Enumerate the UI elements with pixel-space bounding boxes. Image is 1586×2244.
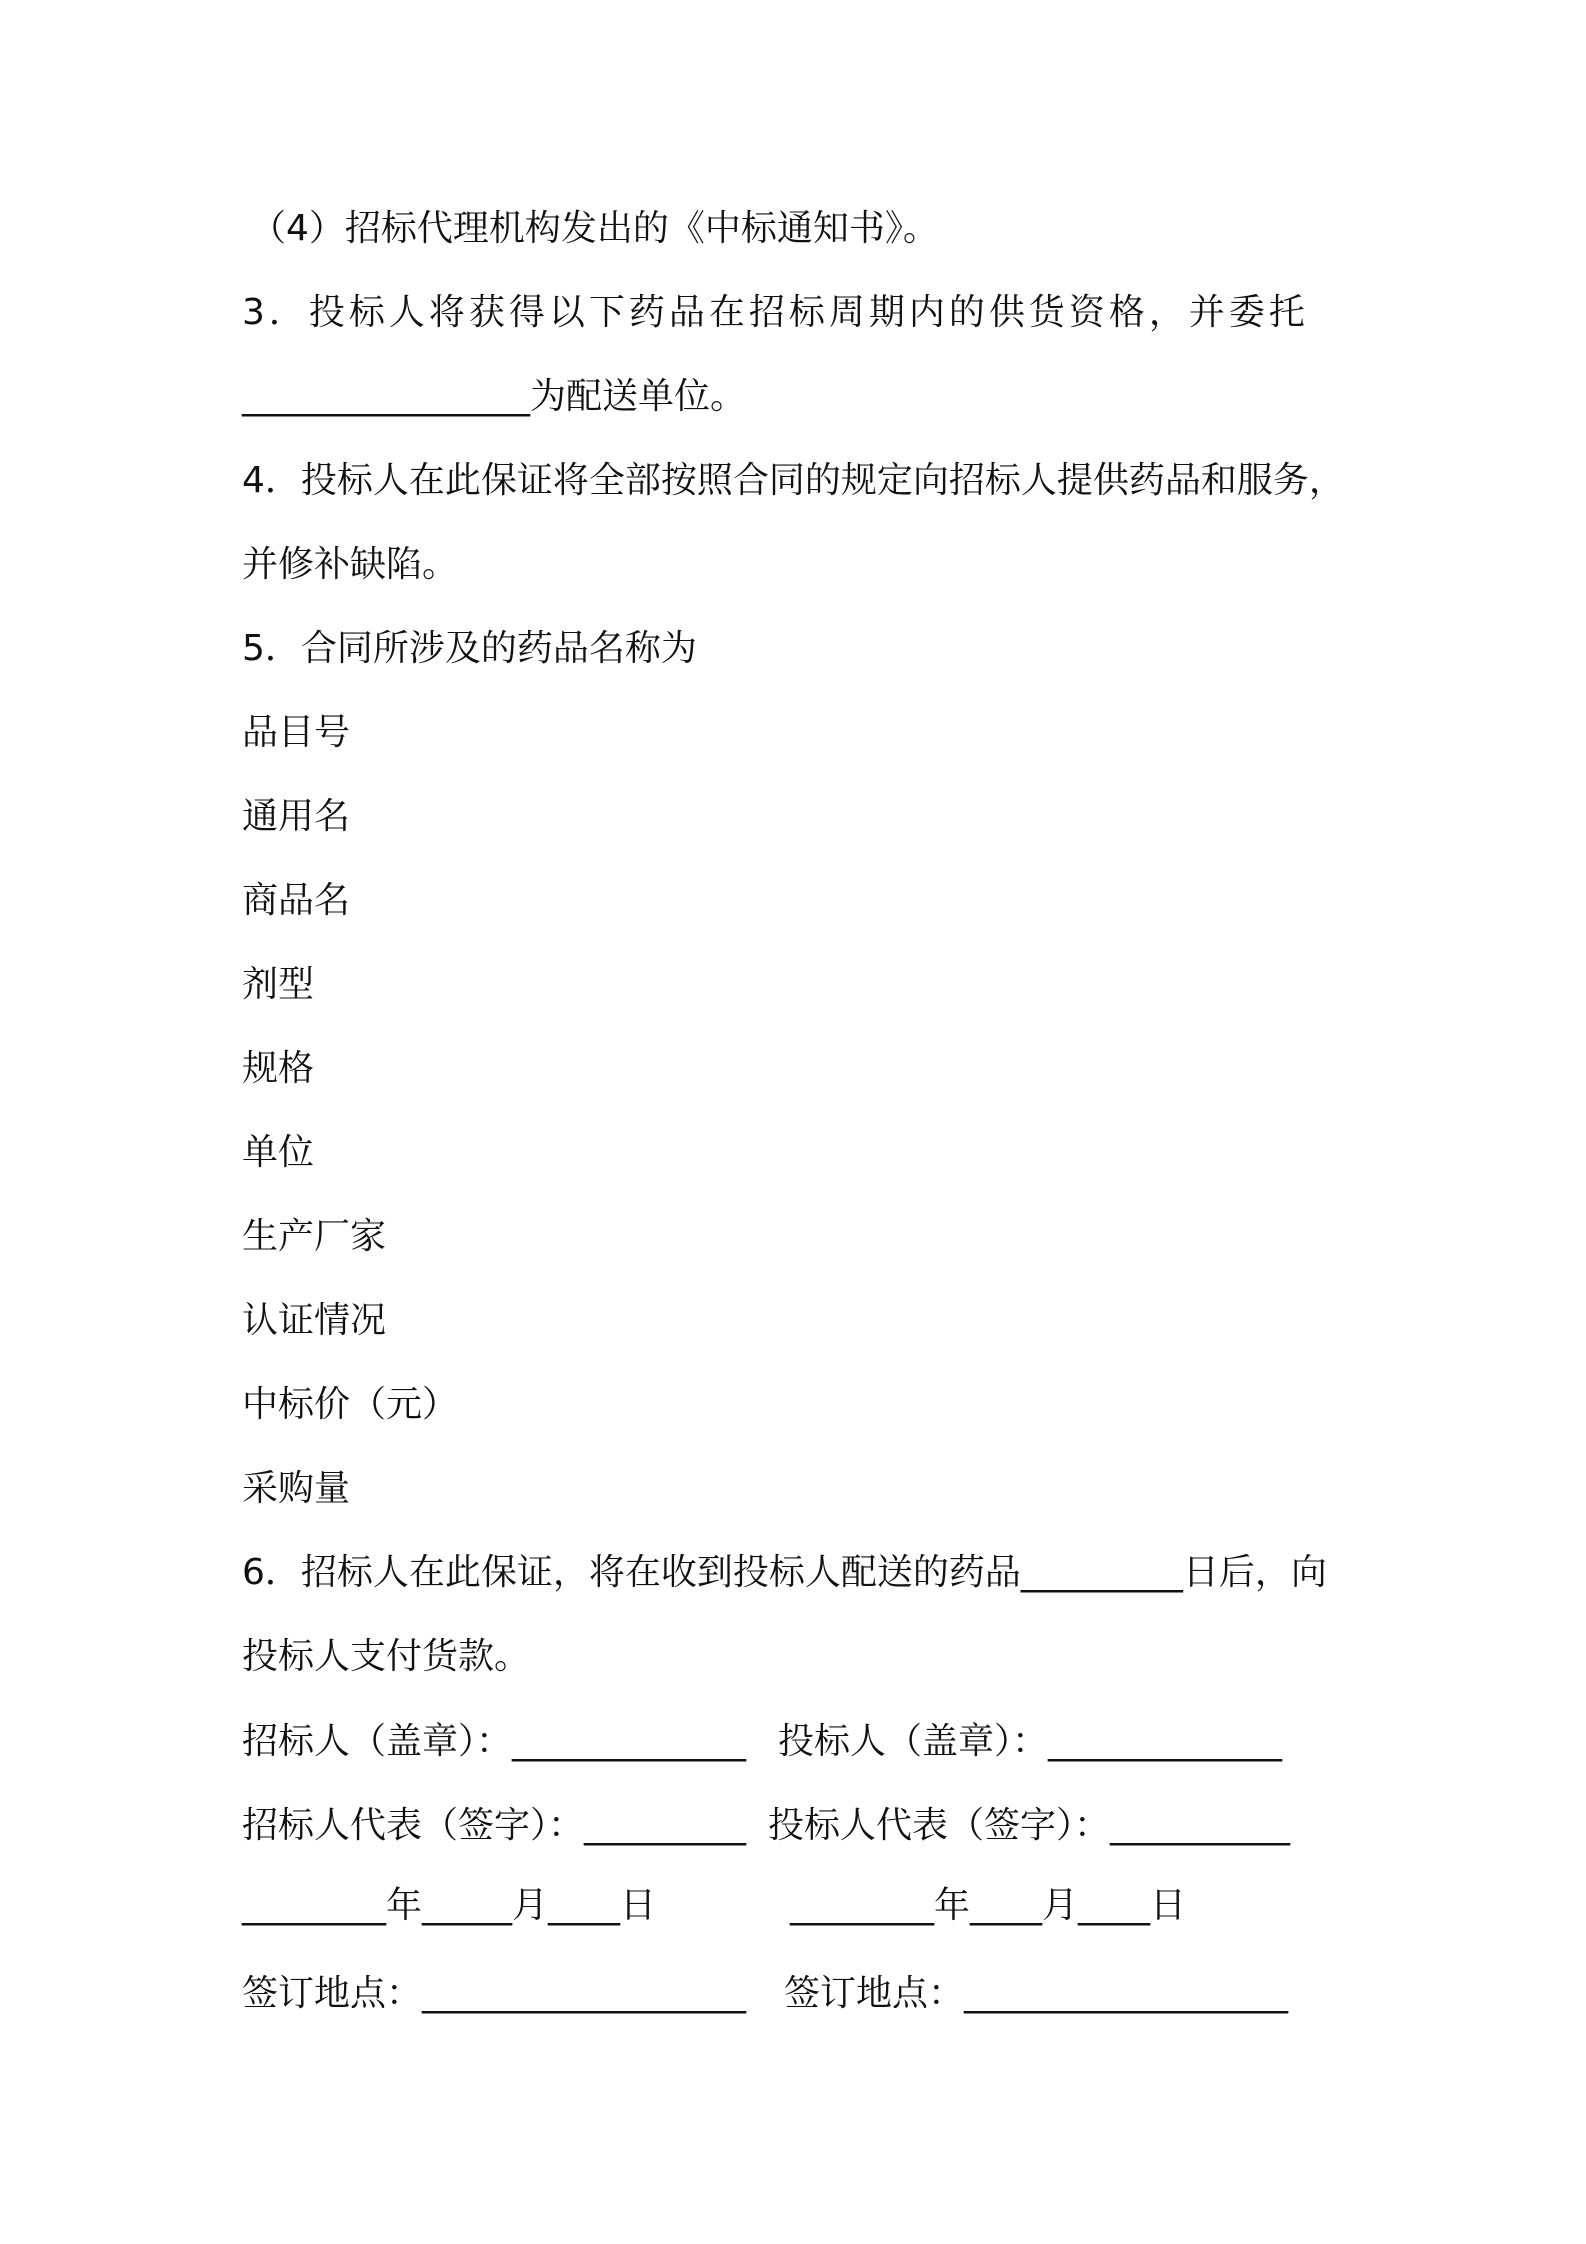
clause-6-line-2: 投标人支付货款。 (242, 1636, 531, 1677)
clause-3-line-2: ________________为配送单位。 (242, 376, 747, 417)
drug-field-item-no: 品目号 (242, 712, 351, 753)
drug-field-trade-name: 商品名 (242, 880, 351, 921)
drug-field-generic-name: 通用名 (242, 796, 351, 837)
drug-field-unit: 单位 (242, 1132, 315, 1173)
tenderer-seal-field: 招标人（盖章）：_____________ (242, 1721, 747, 1762)
signing-place-right-field: 签订地点：__________________ (784, 1973, 1289, 2014)
clause-3-line-1: 3．投标人将获得以下药品在招标周期内的供货资格，并委托 (242, 292, 1309, 333)
signing-place-left-field: 签订地点：__________________ (242, 1973, 747, 2014)
date-left-field: ________年_____月____日 (242, 1885, 656, 1926)
drug-field-certification: 认证情况 (242, 1300, 387, 1341)
bidder-rep-field: 投标人代表（签字）：__________ (768, 1805, 1291, 1846)
clause-5-intro: 5．合同所涉及的药品名称为 (242, 628, 697, 669)
date-right-field: ________年____月____日 (790, 1885, 1186, 1926)
clause-6-line-1: 6．招标人在此保证，将在收到投标人配送的药品_________日后，向 (242, 1552, 1327, 1593)
drug-field-manufacturer: 生产厂家 (242, 1216, 387, 1257)
drug-field-bid-price: 中标价（元） (242, 1384, 459, 1425)
bidder-seal-field: 投标人（盖章）：_____________ (778, 1721, 1283, 1762)
clause-4-line-1: 4．投标人在此保证将全部按照合同的规定向招标人提供药品和服务， (242, 460, 1345, 501)
item-4-sub-clause: （4）招标代理机构发出的《中标通知书》。 (250, 208, 939, 249)
clause-4-line-2: 并修补缺陷。 (242, 544, 459, 585)
drug-field-purchase-quantity: 采购量 (242, 1468, 351, 1509)
drug-field-dosage-form: 剂型 (242, 964, 315, 1005)
drug-field-specification: 规格 (242, 1048, 315, 1089)
tenderer-rep-field: 招标人代表（签字）：_________ (242, 1805, 747, 1846)
